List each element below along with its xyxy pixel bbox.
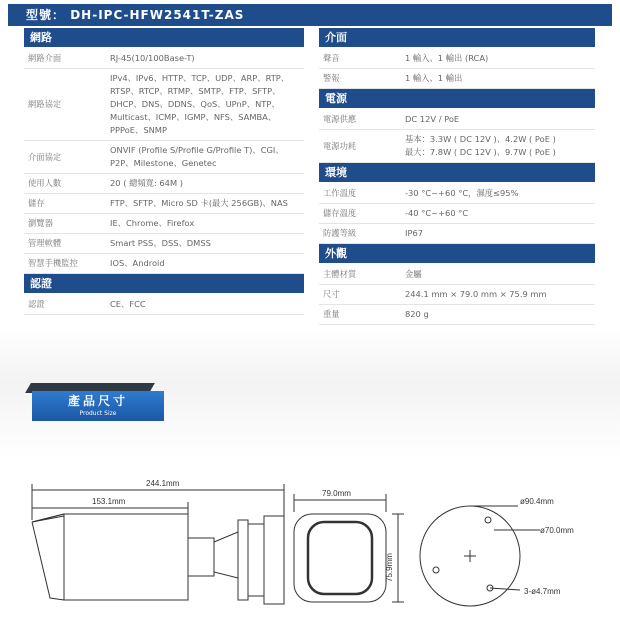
spec-value [110,257,304,270]
spec-value-line: DC 12V / PoE [405,114,460,124]
spec-label: 工作溫度 [323,188,357,198]
spec-value-line: -40 °C~+60 °C [405,208,469,218]
spec-row [24,194,304,214]
spec-row [24,141,304,174]
spec-value-line: 金屬 [405,269,422,279]
spec-label: 電源供應 [323,114,357,124]
spec-row [24,174,304,194]
camera-base-hole-2 [433,567,439,573]
spec-value-line: 1 輸入、1 輸出 [405,73,463,83]
spec-value-line: IPv4、IPv6、HTTP、TCP、UDP、ARP、RTP、 [110,73,290,83]
spec-value-line: 最大：7.8W ( DC 12V )、9.7W ( PoE ) [405,147,556,157]
model-label: 型號： [26,8,66,22]
spec-row [319,69,595,89]
spec-value-line: P2P、Milestone、Genetec [110,158,217,168]
spec-label: 主體材質 [323,269,357,279]
spec-value-line: 1 輸入、1 輸出 (RCA) [405,53,489,63]
spec-label: 警報 [323,73,340,83]
section-header-appearance: 外觀 [319,244,595,263]
spec-value [405,52,595,65]
dim-holes: 3-ø4.7mm [524,587,561,596]
model-value: DH-IPC-HFW2541T-ZAS [70,8,245,22]
dim-base-holes-circle: ø70.0mm [540,526,574,535]
spec-row [24,214,304,234]
spec-value [405,308,595,321]
spec-row [319,130,595,163]
camera-base-hole-1 [485,517,491,523]
spec-value-line: RJ-45(10/100Base-T) [110,53,195,63]
spec-value-line: Smart PSS、DSS、DMSS [110,238,211,248]
spec-label: 使用人數 [28,178,62,188]
spec-value-line: FTP、SFTP、Micro SD 卡(最大 256GB)、NAS [110,198,288,208]
spec-row [319,49,595,69]
dim-length-body: 153.1mm [92,497,126,506]
spec-value-line: -30 °C~+60 °C，濕度≤95% [405,188,519,198]
model-bar [8,4,612,26]
camera-front-lens [308,522,372,594]
spec-value [110,217,304,230]
spec-value-line: DHCP、DNS、DDNS、QoS、UPnP、NTP、 [110,99,280,109]
banner-subtitle: Product Size [79,410,117,417]
spec-label: 管理軟體 [28,238,62,248]
spec-value [405,113,595,126]
spec-row [319,265,595,285]
banner-title: 產品尺寸 [67,394,128,408]
spec-value-line: IOS、Android [110,258,165,268]
spec-value-line: IP67 [405,228,424,238]
spec-value [405,133,595,159]
spec-label: 尺寸 [323,289,340,299]
spec-value-line: PPPoE、SNMP [110,125,167,135]
spec-row [319,285,595,305]
spec-label: 介面協定 [28,151,62,162]
spec-value-line: 244.1 mm × 79.0 mm × 75.9 mm [405,289,547,299]
section-header-interface: 介面 [319,28,595,47]
spec-value [110,144,304,170]
spec-label: 智慧手機監控 [28,258,78,268]
spec-label: 聲音 [323,53,340,63]
spec-value [110,197,304,210]
dim-base-outer: ø90.4mm [520,497,554,506]
dim-width: 79.0mm [322,489,351,498]
spec-value [110,298,304,311]
spec-label: 電源功耗 [323,140,357,151]
spec-row [319,224,595,244]
camera-joint [214,532,238,578]
dim-length-total: 244.1mm [146,479,180,488]
spec-value-line: IE、Chrome、Firefox [110,218,195,228]
spec-value-line: 820 g [405,309,429,319]
spec-value [405,207,595,220]
spec-value [405,288,595,301]
spec-row [24,234,304,254]
spec-value [405,227,595,240]
spec-label: 網路協定 [28,99,62,109]
spec-value-line: CE、FCC [110,299,146,309]
spec-row [319,204,595,224]
spec-label: 儲存溫度 [323,208,357,218]
camera-neck [188,538,214,576]
dim-height: 75.9mm [385,553,394,582]
dimension-drawing [0,470,620,620]
spec-value-line: ONVIF (Profile S/Profile G/Profile T)、CGI、 [110,145,284,155]
spec-value [405,72,595,85]
spec-label: 防護等級 [323,228,357,238]
right-column [319,28,595,325]
spec-value [405,187,595,200]
banner-main [32,391,164,421]
camera-mount-base [248,524,264,596]
spec-value-line: RTSP、RTCP、RTMP、SMTP、FTP、SFTP、 [110,86,281,96]
spec-value [110,52,304,65]
spec-value [110,72,304,137]
section-header-network: 網路 [24,28,304,47]
camera-mount-back [264,516,284,604]
spec-value-line: Multicast、ICMP、IGMP、NFS、SAMBA、 [110,112,277,122]
left-column [24,28,304,315]
section-header-power: 電源 [319,89,595,108]
section-header-cert: 認證 [24,274,304,293]
spec-row [319,110,595,130]
spec-value [405,268,595,281]
product-size-banner [28,383,156,423]
spec-label: 重量 [323,309,340,319]
spec-value [110,177,304,190]
spec-row [319,184,595,204]
camera-mount-plate [238,520,248,600]
spec-row [24,295,304,315]
section-header-env: 環境 [319,163,595,182]
spec-value-line: 基本：3.3W ( DC 12V )、4.2W ( PoE ) [405,134,556,144]
spec-label: 網路介面 [28,53,62,63]
camera-hood [32,514,64,600]
spec-row [24,69,304,141]
spec-value [110,237,304,250]
spec-label: 認證 [28,299,45,309]
spec-label: 儲存 [28,198,45,208]
spec-value-line: 20 ( 總頻寬: 64M ) [110,178,183,188]
spec-row [24,254,304,274]
spec-row [319,305,595,325]
camera-side-body [32,514,188,600]
spec-row [24,49,304,69]
spec-label: 瀏覽器 [28,218,53,228]
